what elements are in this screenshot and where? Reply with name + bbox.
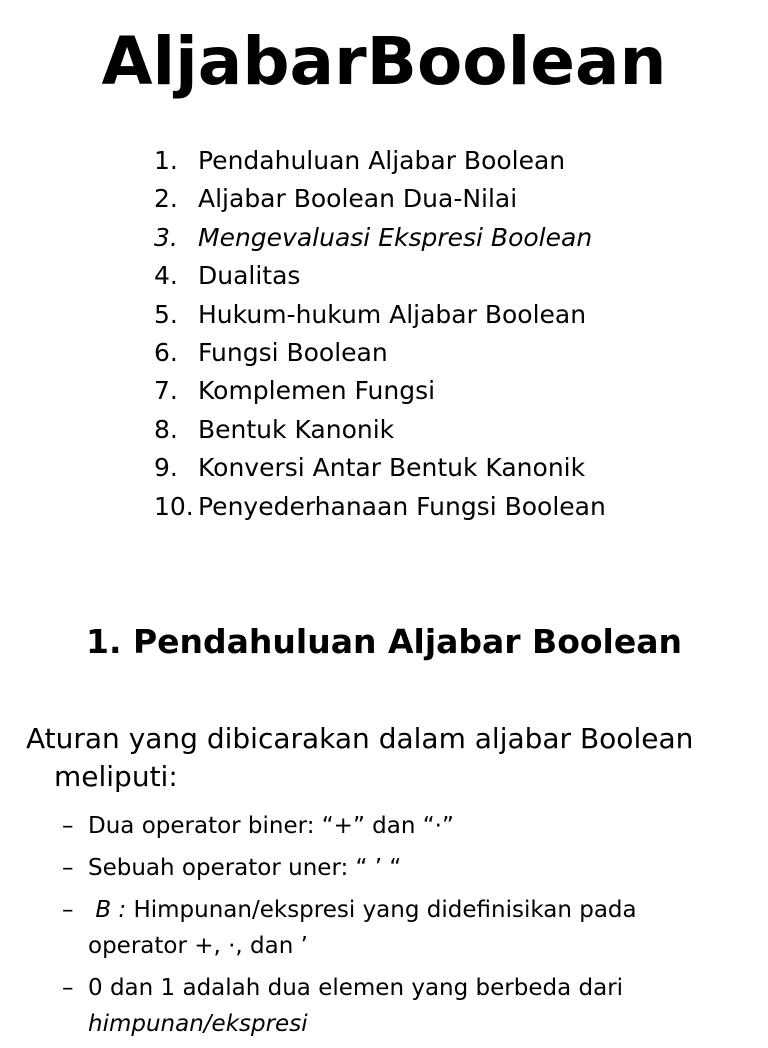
- toc-item-number: 10.: [154, 491, 194, 521]
- rules-list: [62, 808, 742, 1048]
- list-item-text: [88, 892, 742, 964]
- toc-item-label: Fungsi Boolean: [198, 337, 388, 367]
- toc-item: [154, 411, 606, 449]
- toc-item: [154, 296, 606, 334]
- toc-item: [154, 488, 606, 526]
- toc-item-label: Hukum-hukum Aljabar Boolean: [198, 299, 587, 329]
- list-item-text: Sebuah operator uner: “ ’ “: [88, 855, 402, 881]
- toc-item-label: Bentuk Kanonik: [198, 414, 395, 444]
- dash-bullet: –: [62, 897, 74, 923]
- toc-item-label: Dualitas: [198, 261, 301, 291]
- list-item-text: [88, 970, 742, 1042]
- list-item: [62, 970, 742, 1042]
- toc-item: [154, 257, 606, 295]
- toc-item: [154, 372, 606, 410]
- intro-paragraph: [26, 720, 746, 796]
- toc-item-number: 1.: [154, 146, 178, 175]
- table-of-contents: [154, 142, 606, 526]
- dash-bullet: –: [62, 975, 74, 1001]
- set-variable: B :: [95, 897, 127, 923]
- set-definition: Himpunan/ekspresi yang didefinisikan pada operator +, ·, dan ’: [88, 897, 637, 959]
- elements-italic-text: himpunan/ekspresi: [88, 1011, 308, 1037]
- toc-item-number: 3.: [154, 222, 178, 252]
- toc-item-label: Konversi Antar Bentuk Kanonik: [198, 453, 586, 483]
- toc-item-label: Pendahuluan Aljabar Boolean: [198, 146, 566, 175]
- toc-item-number: 6.: [154, 337, 178, 367]
- toc-item: [154, 449, 606, 487]
- toc-item-number: 9.: [154, 453, 178, 483]
- toc-item: [154, 142, 606, 180]
- list-item-text: Dua operator biner: “+” dan “·”: [88, 813, 454, 839]
- toc-item: [154, 180, 606, 218]
- toc-item-number: 5.: [154, 299, 178, 329]
- dash-bullet: –: [62, 855, 74, 881]
- toc-item: [154, 334, 606, 372]
- toc-item-label: Komplemen Fungsi: [198, 376, 436, 406]
- list-item: [62, 850, 742, 886]
- list-item: [62, 892, 742, 964]
- intro-line: Aturan yang dibicarakan dalam aljabar Boolean: [26, 722, 694, 755]
- elements-text: 0 dan 1 adalah dua elemen yang berbeda dari: [88, 975, 624, 1001]
- slide-title: AljabarBoolean: [101, 23, 667, 100]
- list-item: [62, 808, 742, 844]
- section-title: 1. Pendahuluan Aljabar Boolean: [85, 622, 682, 661]
- toc-item-number: 7.: [154, 376, 178, 406]
- toc-item: [154, 219, 606, 257]
- dash-bullet: –: [62, 813, 74, 839]
- intro-line-continuation: meliputi:: [54, 760, 178, 793]
- toc-item-label: Penyederhanaan Fungsi Boolean: [198, 491, 606, 521]
- toc-item-number: 4.: [154, 261, 178, 291]
- toc-item-label: Mengevaluasi Ekspresi Boolean: [198, 222, 593, 252]
- toc-item-number: 2.: [154, 184, 178, 214]
- toc-item-label: Aljabar Boolean Dua-Nilai: [198, 184, 518, 214]
- toc-item-number: 8.: [154, 414, 178, 444]
